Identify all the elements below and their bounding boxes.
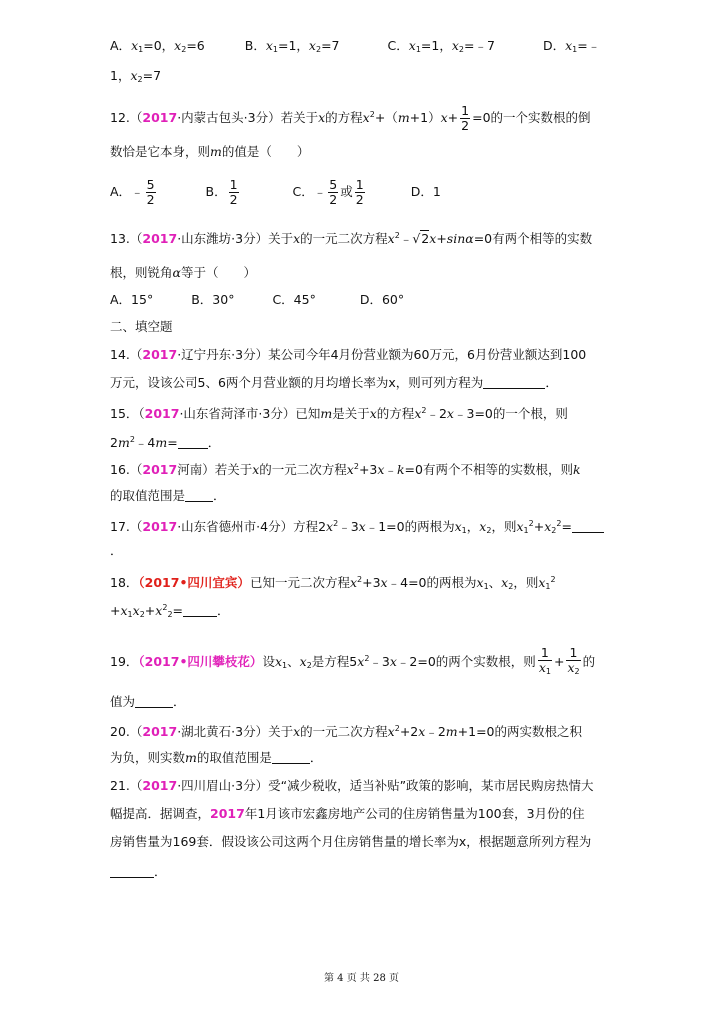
q13-opt-c: C．45° (272, 292, 316, 307)
q16-year: 2017 (142, 462, 178, 477)
q12-line1: 12.（2017·内蒙古包头·3分）若关于x的方程$x^2+(m+1)x+$ $\frac{1}{2}$ =0的一个实数根的倒 (110, 103, 591, 133)
q18-line1: 18．（2017•四川宜宾）已知一元二次方程$x^2+3x﹣4=0$的两根为$x_1$、$x_2$，则$x_1^2$ (110, 575, 556, 591)
page-footer: 第 4 页 共 28 页 (324, 973, 399, 984)
q20-line1: 20.（2017·湖北黄石·3分）关于x的一元二次方程$x^2+2x﹣2m+1=0$的两实数根之积 (110, 724, 583, 739)
q19-answer-blank[interactable] (135, 695, 173, 708)
q13-options (110, 292, 404, 308)
q20-year: 2017 (142, 724, 178, 739)
q14-year: 2017 (142, 347, 178, 362)
q12-options: A．﹣ $\frac{5}{2}$ B． $\frac{1}{2}$ C．﹣ $\frac{5}{2}$ 或 $\frac{1}{2}$ D．1 (110, 177, 441, 207)
q21-answer-blank[interactable] (110, 865, 154, 878)
q21-year2: 2017 (210, 806, 245, 821)
q14-answer-blank[interactable] (483, 376, 545, 389)
q19-frac-2: $\frac{1}{x_2}$ (567, 645, 580, 676)
q17-line1: 17.（2017·山东省德州市·4分）方程$2x^2﹣3x﹣1=0$的两根为$x_1$，$x_2$，则$x_1^2+x_2^2=$ (110, 516, 604, 539)
q12-line2: 数恰是它本身，则m的值是（ ） (110, 144, 310, 159)
q12-opt-c: C．﹣ (292, 184, 327, 199)
q17-answer-blank[interactable] (572, 520, 604, 533)
q11-opt-d-label: D． (542, 38, 566, 53)
q18-source: （2017•四川宜宾） (138, 575, 250, 590)
q15-line1: 15．（2017·山东省菏泽市·3分）已知m是关于x的方程$x^2﹣2x﹣3=0$的一个根，则 (110, 406, 568, 421)
q13-opt-b: B．30° (191, 292, 235, 307)
q11-options-row2: 1，$x_2=7$ (110, 68, 162, 84)
q21-line4: ． (110, 864, 167, 880)
q12-frac-half: $\frac{1}{2}$ (461, 103, 470, 133)
q14-line2: 万元，设该公司5、6两个月营业额的月均增长率为x，则可列方程为 ． (110, 375, 558, 390)
q19-line2: 值为 ． (110, 694, 186, 709)
q13-opt-a: A．15° (110, 292, 154, 307)
q11-options-row1: A．$x_1=0$，$x_2=6$ B．$x_1=1$，$x_2=7$ C．$x_1=1$，$x_2=﹣7$ D．$x_1=﹣$ (110, 38, 601, 54)
q12-year: 2017 (142, 110, 178, 125)
q21-line2: 幅提高．据调查，2017年1月该市宏鑫房地产公司的住房销售量为100套，3月份的住 (110, 806, 585, 821)
q20-line2: 为负，则实数m的取值范围是 ． (110, 750, 323, 765)
q18-answer-blank[interactable] (183, 604, 217, 617)
q18-line2: $+x_1x_2+x^2_2=$ ． (110, 603, 230, 619)
q16-line2: 的取值范围是 ． (110, 488, 226, 503)
q19-frac-1: $\frac{1}{x_1}$ (538, 645, 551, 676)
q21-line1: 21.（2017·四川眉山·3分）受“减少税收，适当补贴”政策的影响，某市居民购房热情大 (110, 778, 594, 793)
q19-line1: 19．（2017•四川攀枝花）设$x_1$、$x_2$是方程$5x^2﹣3x﹣2=0$的两个实数根，则 $\frac{1}{x_1}$ + $\frac{1}{x_2}$ 的 (110, 646, 595, 679)
q11-opt-c-label: C． (387, 38, 409, 53)
q15-year: 2017 (144, 406, 180, 421)
q12-opt-d: D．1 (410, 184, 441, 199)
q16-answer-blank[interactable] (185, 489, 213, 502)
q11-opt-a-label: A． (110, 38, 132, 53)
q21-line3: 房销售量为169套．假设该公司这两个月住房销售量的增长率为x，根据题意所列方程为 (110, 834, 592, 849)
q13-year: 2017 (142, 231, 178, 246)
q13-line1: 13.（2017·山东潍坊·3分）关于x的一元二次方程$x^2﹣√2x+\sin\alpha=0$有两个相等的实数 (110, 231, 593, 246)
q12-opt-b: B． (205, 184, 227, 199)
q19-source: （2017•四川攀枝花） (138, 654, 263, 669)
q17-line2: ． (110, 543, 123, 558)
q15-answer-blank[interactable] (178, 436, 208, 449)
q11-opt-b-label: B． (244, 38, 266, 53)
q14-line1: 14.（2017·辽宁丹东·3分）某公司今年4月份营业额为60万元，6月份营业额达到100 (110, 347, 587, 362)
q13-opt-d: D．60° (359, 292, 405, 307)
q16-line1: 16.（2017河南）若关于x的一元二次方程$x^2+3x﹣k=0$有两个不相等的实数根，则k (110, 462, 581, 477)
q20-answer-blank[interactable] (272, 751, 310, 764)
q21-year: 2017 (142, 778, 178, 793)
section2-title: 二、填空题 (110, 319, 173, 334)
q13-line2: 根，则锐角α等于（ ） (110, 265, 256, 280)
q15-line2: $2m^2﹣4m=$ ． (110, 435, 221, 450)
q12-opt-a: A．﹣ (110, 184, 144, 199)
q17-year: 2017 (142, 519, 178, 534)
